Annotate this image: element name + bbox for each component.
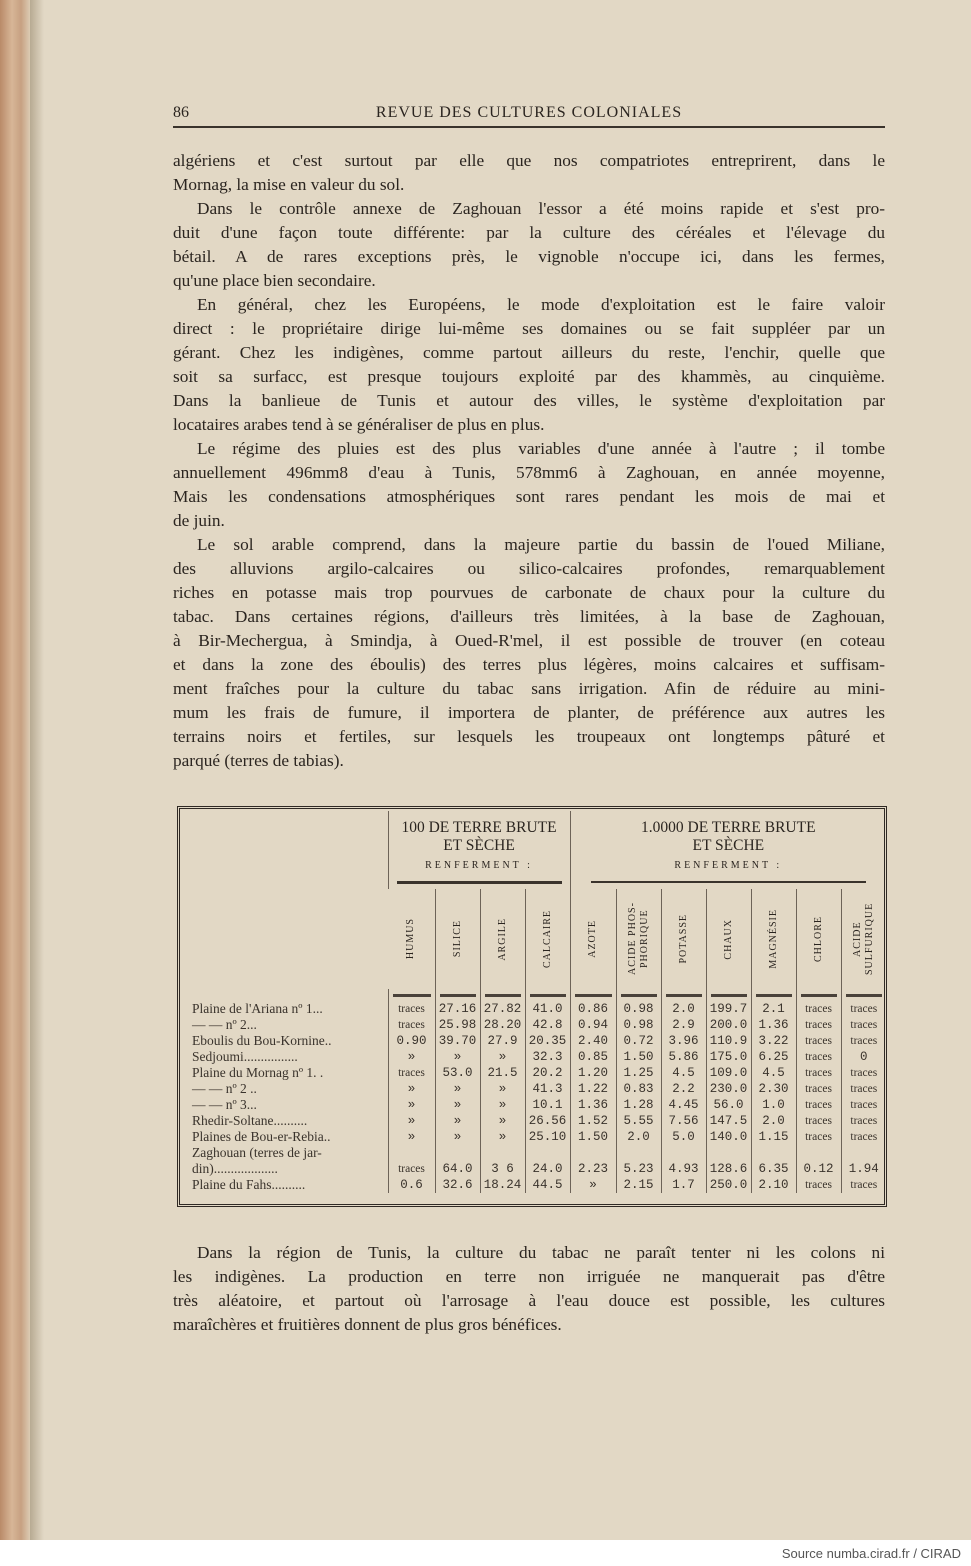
row-label: — — nº 2... xyxy=(192,1017,257,1032)
body-text-top xyxy=(173,149,885,773)
table-cell: 32.6 xyxy=(435,1177,480,1193)
column-header-label: ACIDE SULFURIQUE xyxy=(851,902,875,976)
column-header-label: CHAUX xyxy=(722,918,734,960)
dash-cell xyxy=(182,989,388,1001)
table-cell: 27.16 xyxy=(435,1001,480,1017)
text-line: gérant. Chez les indigènes, comme partout ailleurs du reste, l'enchir, quelle que xyxy=(173,343,885,362)
dash-cell xyxy=(841,989,886,1001)
table-cell: » xyxy=(435,1097,480,1113)
row-label: Plaine du Mornag nº 1. . xyxy=(192,1065,324,1080)
label-header-cell xyxy=(182,811,388,989)
text-line: tabac. Dans certaines régions, d'ailleurs très limitées, à la base de Zaghouan, xyxy=(173,607,885,626)
group2-title2: ET SÈCHE xyxy=(692,837,765,854)
column-header xyxy=(570,889,616,989)
paragraph xyxy=(173,293,885,437)
binding-shadow xyxy=(30,0,44,1540)
table-row xyxy=(182,1001,886,1017)
row-label: din)................... xyxy=(192,1161,278,1176)
text-line: ment fraîches pour la culture du tabac sans irrigation. Afin de réduire au mini- xyxy=(173,679,885,698)
table-cell: 1.52 xyxy=(570,1113,616,1129)
row-label: Plaine de l'Ariana nº 1... xyxy=(192,1001,323,1016)
table-row xyxy=(182,1161,886,1177)
table-cell: 21.5 xyxy=(480,1065,525,1081)
table-cell: 44.5 xyxy=(525,1177,570,1193)
dash-cell xyxy=(751,989,796,1001)
text-line: bétail. A de rares exceptions près, le vignoble n'occupe ici, dans les fermes, xyxy=(173,247,885,266)
table-cell: 175.0 xyxy=(706,1049,751,1065)
table-cell: 1.36 xyxy=(570,1097,616,1113)
table-cell: traces xyxy=(841,1081,886,1097)
text-line: Mais les condensations atmosphériques sont rares pendant les mois de mai et xyxy=(173,487,885,506)
text-line: duit d'une façon toute différente: par la culture des céréales et l'élevage du xyxy=(173,223,885,242)
group2-brace xyxy=(591,881,867,883)
table-cell: 1.50 xyxy=(570,1129,616,1145)
table-cell: 200.0 xyxy=(706,1017,751,1033)
table-cell: traces xyxy=(388,1001,435,1017)
table-cell: » xyxy=(435,1113,480,1129)
dash-rule xyxy=(756,994,792,997)
text-line: Dans la région de Tunis, la culture du tabac ne paraît tenter ni les colons ni xyxy=(197,1243,885,1262)
column-header xyxy=(388,889,435,989)
table-cell: 0.98 xyxy=(616,1017,661,1033)
page-number: 86 xyxy=(173,104,189,121)
table-cell: 2.9 xyxy=(661,1017,706,1033)
row-label: Zaghouan (terres de jar- xyxy=(192,1145,322,1160)
dash-cell xyxy=(661,989,706,1001)
dash-rule xyxy=(846,994,883,997)
table-cell xyxy=(388,1145,435,1161)
table-cell: 0.86 xyxy=(570,1001,616,1017)
table-cell: 4.5 xyxy=(661,1065,706,1081)
dash-cell xyxy=(480,989,525,1001)
row-label: Sedjoumi................ xyxy=(192,1049,298,1064)
column-header xyxy=(841,889,886,989)
table-cell: 110.9 xyxy=(706,1033,751,1049)
text-line: algériens et c'est surtout par elle que nos compatriotes entreprirent, dans le xyxy=(173,151,885,170)
table-cell: 25.98 xyxy=(435,1017,480,1033)
table-cell: 26.56 xyxy=(525,1113,570,1129)
table-cell: 5.0 xyxy=(661,1129,706,1145)
group1-rule xyxy=(397,881,562,884)
table-cell: traces xyxy=(388,1161,435,1177)
table-cell: 42.8 xyxy=(525,1017,570,1033)
table-cell: 1.36 xyxy=(751,1017,796,1033)
table-cell: 140.0 xyxy=(706,1129,751,1145)
text-line: riches en potasse mais trop pourvues de carbonate de chaux pour la culture du xyxy=(173,583,885,602)
dash-cell xyxy=(706,989,751,1001)
table-cell xyxy=(616,1145,661,1161)
text-line: maraîchères et fruitières donnent de plus gros bénéfices. xyxy=(173,1315,562,1334)
text-line: Le sol arable comprend, dans la majeure partie du bassin de l'oued Miliane, xyxy=(197,535,885,554)
table-cell: 53.0 xyxy=(435,1065,480,1081)
table-cell: traces xyxy=(796,1065,841,1081)
table-row xyxy=(182,1145,886,1161)
dash-rule xyxy=(485,994,521,997)
table-cell: 2.1 xyxy=(751,1001,796,1017)
table-cell: 5.55 xyxy=(616,1113,661,1129)
text-line: parqué (terres de tabias). xyxy=(173,751,344,770)
dash-rule xyxy=(801,994,837,997)
table-cell: 0.94 xyxy=(570,1017,616,1033)
table-cell: traces xyxy=(841,1113,886,1129)
table-cell: 64.0 xyxy=(435,1161,480,1177)
table-cell: traces xyxy=(796,1001,841,1017)
table-cell: 5.86 xyxy=(661,1049,706,1065)
dash-rule xyxy=(575,994,612,997)
table-cell: 2.40 xyxy=(570,1033,616,1049)
text-line: Dans le contrôle annexe de Zaghouan l'essor a été moins rapide et s'est pro- xyxy=(197,199,885,218)
text-line: terrains noirs et fertiles, sur lesquels les troupeaux ont longtemps pâturé et xyxy=(173,727,885,746)
text-line: qu'une place bien secondaire. xyxy=(173,271,376,290)
dash-rule xyxy=(666,994,702,997)
table-cell: » xyxy=(388,1129,435,1145)
table-cell: 41.0 xyxy=(525,1001,570,1017)
table-cell: » xyxy=(480,1129,525,1145)
table-cell: traces xyxy=(841,1177,886,1193)
text-line: très aléatoire, et partout où l'arrosage à l'eau douce est possible, les cultures xyxy=(173,1291,885,1310)
column-header-label: MAGNÉSIE xyxy=(767,909,779,969)
table-cell: 0.6 xyxy=(388,1177,435,1193)
paragraph xyxy=(173,1241,885,1337)
table-cell: 1.22 xyxy=(570,1081,616,1097)
table-cell: 56.0 xyxy=(706,1097,751,1113)
table-cell: 109.0 xyxy=(706,1065,751,1081)
table-cell: 24.0 xyxy=(525,1161,570,1177)
table-cell: 250.0 xyxy=(706,1177,751,1193)
table-cell: 4.45 xyxy=(661,1097,706,1113)
table-cell: traces xyxy=(841,1129,886,1145)
table-cell: 20.2 xyxy=(525,1065,570,1081)
dash-rule xyxy=(440,994,476,997)
table-cell: 128.6 xyxy=(706,1161,751,1177)
dash-rule xyxy=(621,994,657,997)
column-header xyxy=(435,889,480,989)
table-row xyxy=(182,1129,886,1145)
table-cell xyxy=(841,1145,886,1161)
dash-cell xyxy=(435,989,480,1001)
row-label: — — nº 2 .. xyxy=(192,1081,257,1096)
text-line: soit sa surfacc, est presque toujours exploité par des khammès, au cinquième. xyxy=(173,367,885,386)
row-label: Plaine du Fahs.......... xyxy=(192,1177,306,1192)
text-line: des alluvions argilo-calcaires ou silico-calcaires profondes, remarquablement xyxy=(173,559,885,578)
table-cell: 0.85 xyxy=(570,1049,616,1065)
text-line: les indigènes. La production en terre non irriguée ne manquerait pas d'être xyxy=(173,1267,885,1286)
column-header xyxy=(616,889,661,989)
table-row xyxy=(182,1177,886,1193)
table-cell: traces xyxy=(841,1097,886,1113)
body-text-bottom xyxy=(173,1241,885,1337)
table-cell: 2.0 xyxy=(661,1001,706,1017)
table-cell: traces xyxy=(841,1017,886,1033)
table-cell xyxy=(570,1145,616,1161)
table-cell: 199.7 xyxy=(706,1001,751,1017)
table-row xyxy=(182,1033,886,1049)
column-header xyxy=(751,889,796,989)
paragraph xyxy=(173,437,885,533)
row-label: — — nº 3... xyxy=(192,1097,257,1112)
dash-cell xyxy=(796,989,841,1001)
group1-sub: RENFERMENT : xyxy=(425,860,533,871)
table-cell: » xyxy=(480,1081,525,1097)
dash-cell xyxy=(388,989,435,1001)
table-cell: traces xyxy=(388,1065,435,1081)
column-header xyxy=(706,889,751,989)
table-cell: traces xyxy=(796,1113,841,1129)
column-header xyxy=(796,889,841,989)
table-cell: » xyxy=(388,1097,435,1113)
table-cell: 2.0 xyxy=(751,1113,796,1129)
group2-title: 1.0000 DE TERRE BRUTE xyxy=(641,819,816,836)
text-line: Mornag, la mise en valeur du sol. xyxy=(173,175,405,194)
table-cell: 0.90 xyxy=(388,1033,435,1049)
table-cell: traces xyxy=(796,1033,841,1049)
text-line: direct : le propriétaire dirige lui-même ses domaines ou se fait suppléer par un xyxy=(173,319,885,338)
column-header-label: ACIDE PHOS-PHORIQUE xyxy=(626,902,650,976)
text-line: Le régime des pluies est des plus variables d'une année à l'autre ; il tombe xyxy=(197,439,885,458)
table-cell: traces xyxy=(841,1033,886,1049)
table-cell: 0.83 xyxy=(616,1081,661,1097)
table-cell: 18.24 xyxy=(480,1177,525,1193)
table-cell xyxy=(480,1145,525,1161)
table-cell: 1.25 xyxy=(616,1065,661,1081)
column-header-label: AZOTE xyxy=(587,920,599,958)
table-cell: traces xyxy=(841,1001,886,1017)
table-cell: » xyxy=(435,1129,480,1145)
table-cell: 27.82 xyxy=(480,1001,525,1017)
column-header xyxy=(480,889,525,989)
table-cell: 2.0 xyxy=(616,1129,661,1145)
table-cell: 4.5 xyxy=(751,1065,796,1081)
table-cell xyxy=(435,1145,480,1161)
dash-rule xyxy=(530,994,566,997)
table-cell: 0.98 xyxy=(616,1001,661,1017)
table-row xyxy=(182,1097,886,1113)
group1-title2: ET SÈCHE xyxy=(443,837,515,854)
table-cell: 10.1 xyxy=(525,1097,570,1113)
table-cell: » xyxy=(570,1177,616,1193)
text-line: et dans la zone des éboulis) des terres plus légères, moins calcaires et suffisam- xyxy=(173,655,885,674)
text-line: locataires arabes tend à se généraliser de plus en plus. xyxy=(173,415,545,434)
soil-analysis-table xyxy=(177,806,887,1207)
text-line: Dans la banlieue de Tunis et autour des villes, le système d'exploitation par xyxy=(173,391,885,410)
column-header-label: HUMUS xyxy=(405,918,417,960)
table-cell: 41.3 xyxy=(525,1081,570,1097)
text-line: de juin. xyxy=(173,511,225,530)
table-cell: 1.15 xyxy=(751,1129,796,1145)
table-cell: traces xyxy=(841,1065,886,1081)
table-cell: 2.30 xyxy=(751,1081,796,1097)
dash-cell xyxy=(525,989,570,1001)
table-cell: 0 xyxy=(841,1049,886,1065)
table-cell: 1.28 xyxy=(616,1097,661,1113)
table-cell: traces xyxy=(796,1097,841,1113)
table-cell: 0.72 xyxy=(616,1033,661,1049)
table-cell xyxy=(796,1145,841,1161)
dash-rule xyxy=(711,994,747,997)
column-header xyxy=(525,889,570,989)
column-header-label: CALCAIRE xyxy=(541,910,553,968)
table-row xyxy=(182,1113,886,1129)
table-cell: traces xyxy=(796,1081,841,1097)
table-cell: 0.12 xyxy=(796,1161,841,1177)
table-cell: 6.25 xyxy=(751,1049,796,1065)
table-cell xyxy=(525,1145,570,1161)
table-cell: 2.15 xyxy=(616,1177,661,1193)
table-cell: 147.5 xyxy=(706,1113,751,1129)
table-row xyxy=(182,1065,886,1081)
text-line: mum les frais de fumure, il importera de planter, de préférence aux autres les xyxy=(173,703,885,722)
table-cell: 32.3 xyxy=(525,1049,570,1065)
group1-title: 100 DE TERRE BRUTE xyxy=(401,819,557,836)
table-cell: 25.10 xyxy=(525,1129,570,1145)
table-cell: 3.96 xyxy=(661,1033,706,1049)
paragraph xyxy=(173,197,885,293)
table-cell: 7.56 xyxy=(661,1113,706,1129)
text-line: à Bir-Mechergua, à Smindja, à Oued-R'mel, il est possible de trouver (en coteau xyxy=(173,631,885,650)
table-cell: 230.0 xyxy=(706,1081,751,1097)
table-cell: » xyxy=(435,1081,480,1097)
table-cell xyxy=(751,1145,796,1161)
group-header-2 xyxy=(570,811,886,889)
table-cell: 1.0 xyxy=(751,1097,796,1113)
table-cell: 1.94 xyxy=(841,1161,886,1177)
table-cell: 6.35 xyxy=(751,1161,796,1177)
table-cell xyxy=(706,1145,751,1161)
table-cell: 2.23 xyxy=(570,1161,616,1177)
group-header-1 xyxy=(388,811,570,889)
table-row xyxy=(182,1017,886,1033)
table-cell: » xyxy=(435,1049,480,1065)
table-cell: 3.22 xyxy=(751,1033,796,1049)
row-label: Eboulis du Bou-Kornine.. xyxy=(192,1033,332,1048)
text-line: En général, chez les Européens, le mode d'exploitation est le faire valoir xyxy=(197,295,885,314)
table-cell: traces xyxy=(796,1017,841,1033)
table-cell: 4.93 xyxy=(661,1161,706,1177)
table-cell: traces xyxy=(388,1017,435,1033)
row-label: Rhedir-Soltane.......... xyxy=(192,1113,308,1128)
table-cell: » xyxy=(480,1113,525,1129)
table-cell: 2.10 xyxy=(751,1177,796,1193)
dash-cell xyxy=(570,989,616,1001)
table-cell: » xyxy=(480,1049,525,1065)
table-cell: 2.2 xyxy=(661,1081,706,1097)
book-edge xyxy=(0,0,30,1540)
column-header-label: POTASSE xyxy=(677,914,689,964)
running-title: REVUE DES CULTURES COLONIALES xyxy=(375,104,683,121)
row-label: Plaines de Bou-er-Rebia.. xyxy=(192,1129,331,1144)
table-cell: 1.50 xyxy=(616,1049,661,1065)
table-cell: 20.35 xyxy=(525,1033,570,1049)
table-cell: traces xyxy=(796,1177,841,1193)
table-row xyxy=(182,1081,886,1097)
running-header xyxy=(173,104,885,128)
source-credit: Source numba.cirad.fr / CIRAD xyxy=(781,1546,961,1561)
table-cell: 1.20 xyxy=(570,1065,616,1081)
table-cell: 27.9 xyxy=(480,1033,525,1049)
paragraph xyxy=(173,149,885,197)
text-line: annuellement 496mm8 d'eau à Tunis, 578mm6 à Zaghouan, en année moyenne, xyxy=(173,463,885,482)
table-cell: » xyxy=(480,1097,525,1113)
table-cell: 39.70 xyxy=(435,1033,480,1049)
column-header-label: ARGILE xyxy=(496,917,508,961)
dash-rule xyxy=(393,994,431,997)
table-cell: » xyxy=(388,1081,435,1097)
table-cell: traces xyxy=(796,1049,841,1065)
table-cell: » xyxy=(388,1049,435,1065)
table-cell xyxy=(661,1145,706,1161)
table-cell: 5.23 xyxy=(616,1161,661,1177)
table-cell: » xyxy=(388,1113,435,1129)
table-cell: traces xyxy=(796,1129,841,1145)
group2-sub: RENFERMENT : xyxy=(674,860,783,871)
table-cell: 3 6 xyxy=(480,1161,525,1177)
dash-cell xyxy=(616,989,661,1001)
column-header-label: CHLORE xyxy=(812,916,824,962)
table-row xyxy=(182,1049,886,1065)
column-header xyxy=(661,889,706,989)
table-cell: 1.7 xyxy=(661,1177,706,1193)
paragraph xyxy=(173,533,885,773)
table-cell: 28.20 xyxy=(480,1017,525,1033)
column-header-label: SILICE xyxy=(451,920,463,958)
